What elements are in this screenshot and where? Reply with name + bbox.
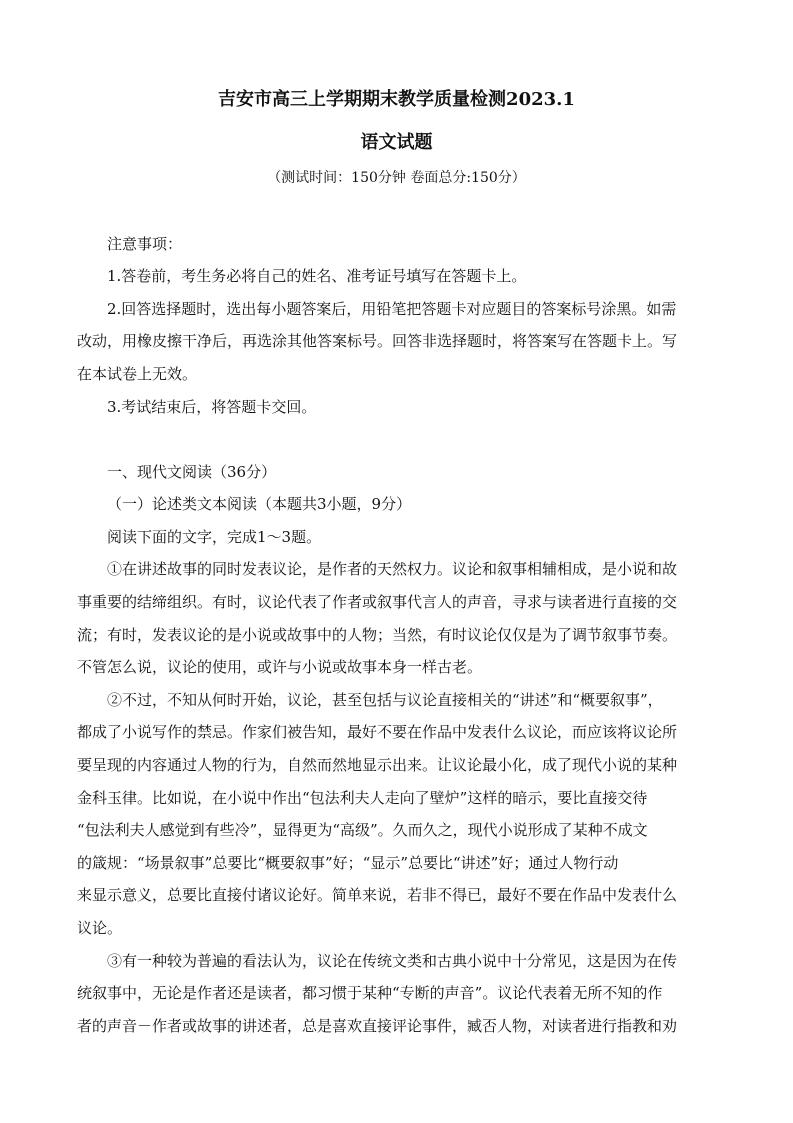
section-subtitle: （一）论述类文本阅读（本题共3小题，9分） — [107, 495, 412, 513]
passage-line: 者的声音－作者或故事的讲述者，总是喜欢直接评论事件，臧否人物，对读者进行指教和劝 — [77, 1017, 678, 1035]
notice-heading: 注意事项： — [107, 235, 183, 253]
notice-item-1: 1.答卷前，考生务必将自己的姓名、准考证号填写在答题卡上。 — [107, 267, 527, 285]
subject-title: 语文试题 — [360, 132, 433, 153]
passage-line: “包法利夫人感觉到有些冷”，显得更为“高级”。久而久之，现代小说形成了某种不成文 — [77, 821, 648, 839]
section-title: 一、现代文阅读（36分） — [107, 463, 277, 481]
passage-line: ②不过，不知从何时开始，议论，甚至包括与议论直接相关的“讲述”和“概要叙事”， — [107, 691, 663, 709]
passage-line: ③有一种较为普遍的看法认为，议论在传统文类和古典小说中十分常见，这是因为在传 — [107, 952, 678, 970]
passage-line: 要呈现的内容通过人物的行为，自然而然地显示出来。让议论最小化，成了现代小说的某种 — [77, 756, 678, 774]
notice-item-3: 3.考试结束后，将答题卡交回。 — [107, 398, 317, 416]
passage-line: 来显示意义，总要比直接付诸议论好。简单来说，若非不得已，最好不要在作品中发表什么 — [77, 886, 678, 904]
exam-title: 吉安市高三上学期期末教学质量检测2023.1 — [218, 89, 575, 110]
passage-line: 的箴规：“场景叙事”总要比“概要叙事”好；“显示”总要比“讲述”好；通过人物行动 — [77, 854, 619, 872]
section-instruction: 阅读下面的文字，完成1～3题。 — [107, 528, 322, 546]
notice-item-2-line-1: 2.回答选择题时，选出每小题答案后，用铅笔把答题卡对应题目的答案标号涂黑。如需 — [107, 300, 677, 318]
passage-line: ①在讲述故事的同时发表议论，是作者的天然权力。议论和叙事相辅相成，是小说和故 — [107, 560, 678, 578]
notice-item-2-line-3: 在本试卷上无效。 — [77, 365, 198, 383]
notice-item-2-line-2: 改动，用橡皮擦干净后，再选涂其他答案标号。回答非选择题时，将答案写在答题卡上。写 — [77, 332, 678, 350]
passage-line: 不管怎么说，议论的使用，或许与小说或故事本身一样古老。 — [77, 658, 483, 676]
exam-meta: （测试时间：150分钟 卷面总分:150分） — [267, 170, 526, 186]
passage-line: 金科玉律。比如说，在小说中作出“包法利夫人走向了壁炉”这样的暗示，要比直接交待 — [77, 789, 648, 807]
passage-line: 流；有时，发表议论的是小说或故事中的人物；当然，有时议论仅仅是为了调节叙事节奏。 — [77, 626, 678, 644]
passage-line: 都成了小说写作的禁忌。作家们被告知，最好不要在作品中发表什么议论，而应该将议论所 — [77, 723, 678, 741]
passage-line: 议论。 — [77, 919, 123, 937]
passage-line: 事重要的结缔组织。有时，议论代表了作者或叙事代言人的声音，寻求与读者进行直接的交 — [77, 593, 678, 611]
passage-line: 统叙事中，无论是作者还是读者，都习惯于某种“专断的声音”。议论代表着无所不知的作 — [77, 984, 663, 1002]
